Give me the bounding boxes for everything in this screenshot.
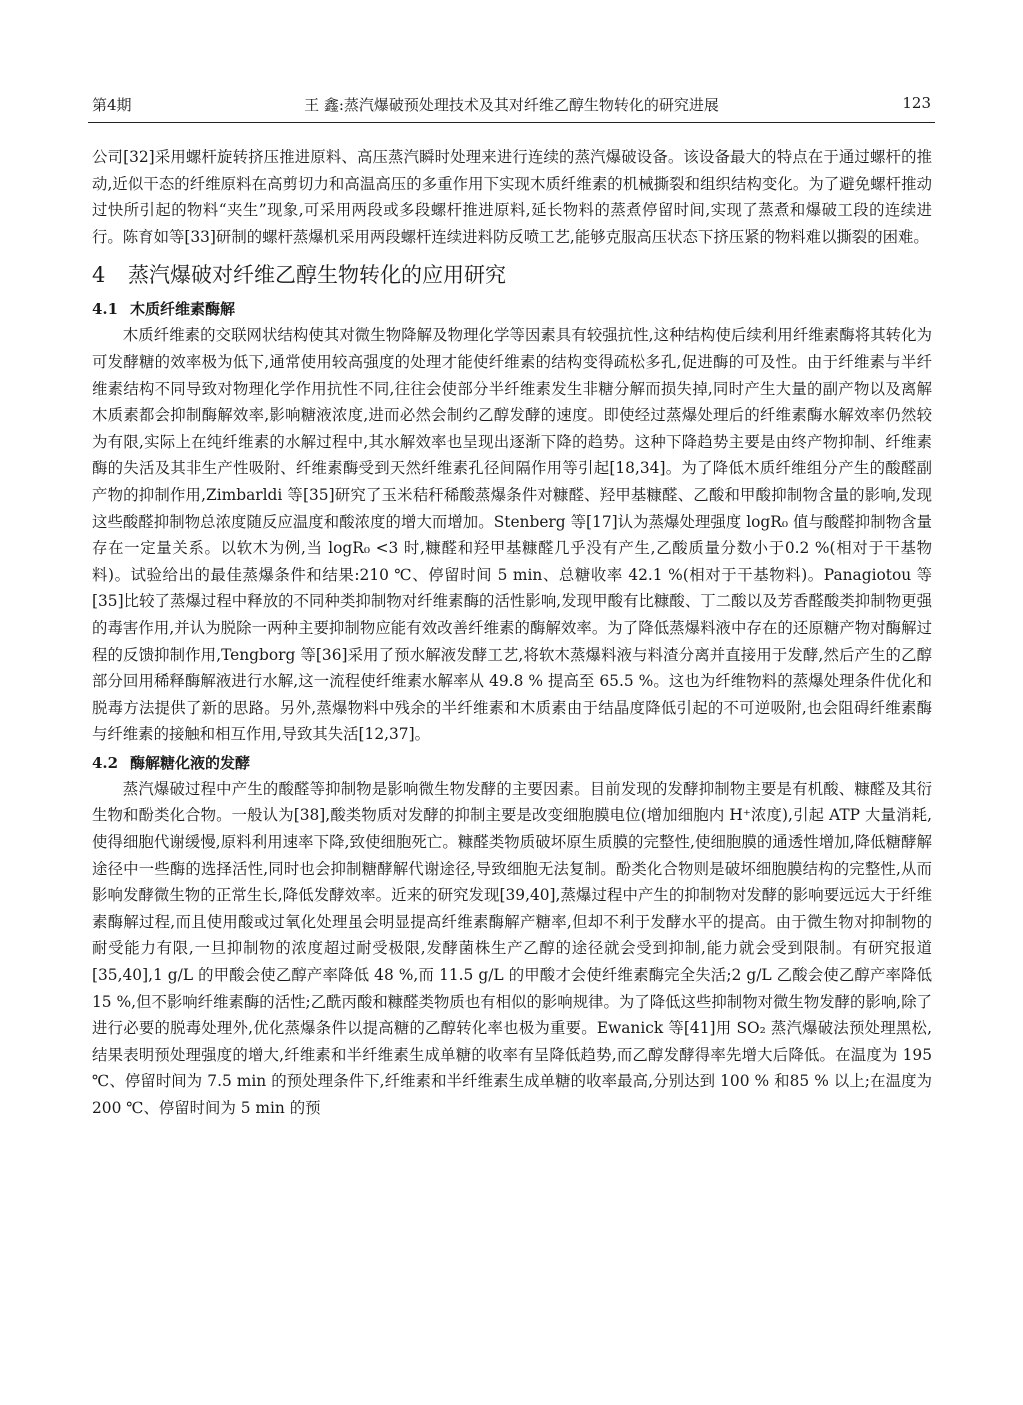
section-4-1-heading xyxy=(92,296,932,322)
running-header xyxy=(92,94,931,118)
section-4-2-paragraph: 蒸汽爆破过程中产生的酸醛等抑制物是影响微生物发酵的主要因素。目前发现的发酵抑制物主要是有机酸、糠醛及其衍生物和酚类化合物。一般认为[38],酸类物质对发酵的抑制主要是改变细胞膜电位(增加细胞内 H⁺浓度),引起 ATP 大量消耗,使得细胞代谢缓慢,原料利用速率下降,致使细胞死亡。糠醛类物质破坏原生质膜的完整性,使细胞膜的通透性增加,降低糖酵解途径中一些酶的选择活性,同时也会抑制糖酵解代谢途径,导致细胞无法复制。酚类化合物则是破坏细胞膜结构的完整性,从而影响发酵微生物的正常生长,降低发酵效率。近来的研究发现[39,40],蒸爆过程中产生的抑制物对发酵的影响要远远大于纤维素酶解过程,而且使用酸或过氧化处理虽会明显提高纤维素酶解产糖率,但却不利于发酵水平的提高。由于微生物对抑制物的耐受能力有限,一旦抑制物的浓度超过耐受极限,发酵菌株生产乙醇的途径就会受到抑制,能力就会受到限制。有研究报道[35,40],1 g/L 的甲酸会使乙醇产率降低 48 %,而 11.5 g/L 的甲酸才会使纤维素酶完全失活;2 g/L 乙酸会使乙醇产率降低 15 %,但不影响纤维素酶的活性;乙酰丙酸和糠醛类物质也有相似的影响规律。为了降低这些抑制物对微生物发酵的影响,除了进行必要的脱毒处理外,优化蒸爆条件以提高糖的乙醇转化率也极为重要。Ewanick 等[41]用 SO₂ 蒸汽爆破法预处理黑松,结果表明预处理强度的增大,纤维素和半纤维素生成单糖的收率有呈降低趋势,而乙醇发酵得率先增大后降低。在温度为 195 ℃、停留时间为 7.5 min 的预处理条件下,纤维素和半纤维素生成单糖的收率最高,分别达到 100 % 和85 % 以上;在温度为 200 ℃、停留时间为 5 min 的预 xyxy=(92,779,932,1117)
subsection-title: 酶解糖化液的发酵 xyxy=(130,753,251,772)
header-rule xyxy=(88,122,935,123)
subsection-number: 4.1 xyxy=(92,300,119,319)
section-4-2-heading xyxy=(92,750,932,776)
article-body xyxy=(92,144,932,1122)
issue-number: 第4期 xyxy=(92,96,132,114)
section-title: 蒸汽爆破对纤维乙醇生物转化的应用研究 xyxy=(128,263,506,288)
section-4-1-paragraph: 木质纤维素的交联网状结构使其对微生物降解及物理化学等因素具有较强抗性,这种结构使后续利用纤维素酶将其转化为可发酵糖的效率极为低下,通常使用较高强度的处理才能使纤维素的结构变得疏松多孔,促进酶的可及性。由于纤维素与半纤维素结构不同导致对物理化学作用抗性不同,往往会使部分半纤维素发生非糖分解而损失掉,同时产生大量的副产物以及离解木质素都会抑制酶解效率,影响糖液浓度,进而必然会制约乙醇发酵的速度。即使经过蒸爆处理后的纤维素酶水解效率仍然较为有限,实际上在纯纤维素的水解过程中,其水解效率也呈现出逐渐下降的趋势。这种下降趋势主要是由终产物抑制、纤维素酶的失活及其非生产性吸附、纤维素酶受到天然纤维素孔径间隔作用等引起[18,34]。为了降低木质纤维组分产生的酸醛副产物的抑制作用,Zimbarldi 等[35]研究了玉米秸秆稀酸蒸爆条件对糠醛、羟甲基糠醛、乙酸和甲酸抑制物含量的影响,发现这些酸醛抑制物总浓度随反应温度和酸浓度的增大而增加。Stenberg 等[17]认为蒸爆处理强度 logR₀ 值与酸醛抑制物含量存在一定量关系。以软木为例,当 logR₀ <3 时,糠醛和羟甲基糠醛几乎没有产生,乙酸质量分数小于0.2 %(相对于干基物料)。试验给出的最佳蒸爆条件和结果:210 ℃、停留时间 5 min、总糖收率 42.1 %(相对于干基物料)。Panagiotou 等[35]比较了蒸爆过程中释放的不同种类抑制物对纤维素酶的活性影响,发现甲酸有比糠酸、丁二酸以及芳香醛酸类抑制物更强的毒害作用,并认为脱除一两种主要抑制物应能有效改善纤维素的酶解效率。为了降低蒸爆料液中存在的还原糖产物对酶解过程的反馈抑制作用,Tengborg 等[36]采用了预水解液发酵工艺,将软木蒸爆料液与料渣分离并直接用于发酵,然后产生的乙醇部分回用稀释酶解液进行水解,这一流程使纤维素水解率从 49.8 % 提高至 65.5 %。这也为纤维物料的蒸爆处理条件优化和脱毒方法提供了新的思路。另外,蒸爆物料中残余的半纤维素和木质素由于结晶度降低引起的不可逆吸附,也会阻碍纤维素酶与纤维素的接触和相互作用,导致其失活[12,37]。 xyxy=(92,326,932,744)
subsection-title: 木质纤维素酶解 xyxy=(130,300,236,319)
running-title: 王 鑫:蒸汽爆破预处理技术及其对纤维乙醇生物转化的研究进展 xyxy=(304,96,719,114)
page-number: 123 xyxy=(902,94,931,112)
continued-paragraph: 公司[32]采用螺杆旋转挤压推进原料、高压蒸汽瞬时处理来进行连续的蒸汽爆破设备。该设备最大的特点在于通过螺杆的推动,近似干态的纤维原料在高剪切力和高温高压的多重作用下实现木质纤维素的机械撕裂和组织结构变化。为了避免螺杆推动过快所引起的物料“夹生”现象,可采用两段或多段螺杆推进原料,延长物料的蒸煮停留时间,实现了蒸煮和爆破工段的连续进行。陈育如等[33]研制的螺杆蒸爆机采用两段螺杆连续进料防反喷工艺,能够克服高压状态下挤压紧的物料难以撕裂的困难。 xyxy=(92,148,932,246)
section-number: 4 xyxy=(92,263,106,288)
section-4-heading xyxy=(92,258,932,292)
subsection-number: 4.2 xyxy=(92,753,119,772)
